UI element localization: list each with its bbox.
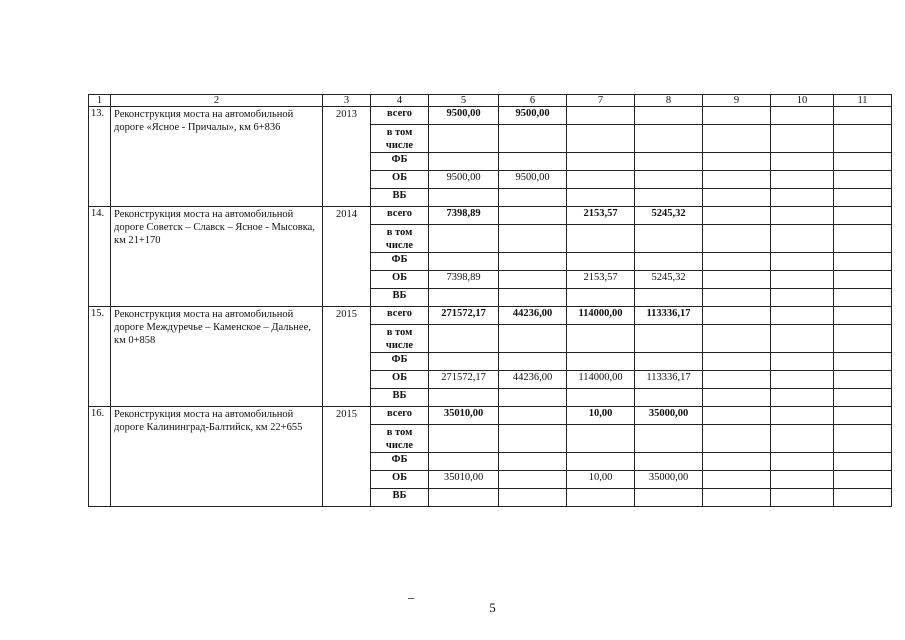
project-name: Реконструкция моста на автомобильной дороге Советск – Славск – Ясное - Мысовка, км 21+170: [111, 207, 323, 307]
value-cell-col-8: 113336,17: [635, 307, 703, 325]
project-year: 2013: [323, 107, 371, 207]
value-cell-col-5: [429, 153, 499, 171]
project-name: Реконструкция моста на автомобильной дороге Междуречье – Каменское – Дальнее, км 0+858: [111, 307, 323, 407]
value-cell-col-11: [834, 189, 892, 207]
value-cell-col-5: 271572,17: [429, 307, 499, 325]
column-header-9: 9: [703, 95, 771, 107]
value-cell-col-10: [771, 489, 834, 507]
value-cell-col-7: [567, 253, 635, 271]
funding-label: ВБ: [371, 189, 429, 207]
value-cell-col-6: 9500,00: [499, 171, 567, 189]
value-cell-col-6: [499, 253, 567, 271]
value-cell-col-8: 35000,00: [635, 407, 703, 425]
value-cell-col-8: [635, 189, 703, 207]
value-cell-col-5: [429, 389, 499, 407]
value-cell-col-8: 5245,32: [635, 271, 703, 289]
value-cell-col-5: 7398,89: [429, 271, 499, 289]
value-cell-col-10: [771, 171, 834, 189]
value-cell-col-11: [834, 253, 892, 271]
value-cell-col-9: [703, 289, 771, 307]
value-cell-col-8: [635, 107, 703, 125]
value-cell-col-10: [771, 289, 834, 307]
value-cell-col-10: [771, 389, 834, 407]
value-cell-col-6: 44236,00: [499, 371, 567, 389]
funding-label: в том числе: [371, 325, 429, 353]
value-cell-col-5: 35010,00: [429, 407, 499, 425]
value-cell-col-6: [499, 471, 567, 489]
value-cell-col-7: 2153,57: [567, 207, 635, 225]
column-header-3: 3: [323, 95, 371, 107]
value-cell-col-5: [429, 253, 499, 271]
value-cell-col-6: [499, 407, 567, 425]
value-cell-col-10: [771, 225, 834, 253]
value-cell-col-6: [499, 153, 567, 171]
value-cell-col-10: [771, 371, 834, 389]
value-cell-col-9: [703, 125, 771, 153]
value-cell-col-10: [771, 153, 834, 171]
value-cell-col-11: [834, 453, 892, 471]
value-cell-col-5: [429, 353, 499, 371]
value-cell-col-9: [703, 353, 771, 371]
value-cell-col-9: [703, 471, 771, 489]
value-cell-col-8: 5245,32: [635, 207, 703, 225]
funding-label: ФБ: [371, 253, 429, 271]
value-cell-col-5: [429, 289, 499, 307]
value-cell-col-7: [567, 225, 635, 253]
funding-label: ОБ: [371, 171, 429, 189]
value-cell-col-11: [834, 271, 892, 289]
value-cell-col-8: [635, 289, 703, 307]
funding-label: всего: [371, 407, 429, 425]
value-cell-col-6: [499, 425, 567, 453]
value-cell-col-11: [834, 125, 892, 153]
value-cell-col-11: [834, 325, 892, 353]
value-cell-col-11: [834, 425, 892, 453]
value-cell-col-9: [703, 307, 771, 325]
value-cell-col-11: [834, 225, 892, 253]
column-number-header-row: [89, 95, 892, 107]
value-cell-col-9: [703, 153, 771, 171]
value-cell-col-6: [499, 389, 567, 407]
value-cell-col-11: [834, 371, 892, 389]
value-cell-col-6: [499, 207, 567, 225]
value-cell-col-9: [703, 207, 771, 225]
value-cell-col-6: 44236,00: [499, 307, 567, 325]
value-cell-col-9: [703, 189, 771, 207]
value-cell-col-8: 113336,17: [635, 371, 703, 389]
funding-label: ОБ: [371, 371, 429, 389]
value-cell-col-6: [499, 325, 567, 353]
value-cell-col-5: [429, 489, 499, 507]
column-header-6: 6: [499, 95, 567, 107]
value-cell-col-9: [703, 225, 771, 253]
value-cell-col-8: 35000,00: [635, 471, 703, 489]
value-cell-col-9: [703, 407, 771, 425]
value-cell-col-7: 2153,57: [567, 271, 635, 289]
funding-label: ФБ: [371, 153, 429, 171]
value-cell-col-8: [635, 425, 703, 453]
value-cell-col-9: [703, 389, 771, 407]
value-cell-col-7: [567, 325, 635, 353]
value-cell-col-10: [771, 107, 834, 125]
value-cell-col-6: [499, 225, 567, 253]
value-cell-col-10: [771, 325, 834, 353]
value-cell-col-5: [429, 325, 499, 353]
table-row: [89, 207, 892, 225]
value-cell-col-7: [567, 153, 635, 171]
column-header-5: 5: [429, 95, 499, 107]
value-cell-col-11: [834, 207, 892, 225]
value-cell-col-5: 9500,00: [429, 171, 499, 189]
project-year: 2015: [323, 307, 371, 407]
value-cell-col-8: [635, 153, 703, 171]
value-cell-col-5: [429, 189, 499, 207]
value-cell-col-7: 114000,00: [567, 371, 635, 389]
value-cell-col-9: [703, 271, 771, 289]
value-cell-col-11: [834, 107, 892, 125]
value-cell-col-11: [834, 353, 892, 371]
project-year: 2015: [323, 407, 371, 507]
table-row: [89, 407, 892, 425]
row-number: 14.: [89, 207, 111, 307]
value-cell-col-7: [567, 171, 635, 189]
value-cell-col-10: [771, 189, 834, 207]
funding-label: всего: [371, 107, 429, 125]
value-cell-col-6: [499, 271, 567, 289]
value-cell-col-8: [635, 453, 703, 471]
value-cell-col-10: [771, 271, 834, 289]
column-header-8: 8: [635, 95, 703, 107]
value-cell-col-10: [771, 425, 834, 453]
value-cell-col-5: 35010,00: [429, 471, 499, 489]
column-header-11: 11: [834, 95, 892, 107]
value-cell-col-11: [834, 171, 892, 189]
value-cell-col-9: [703, 253, 771, 271]
value-cell-col-10: [771, 207, 834, 225]
value-cell-col-7: [567, 189, 635, 207]
funding-label: в том числе: [371, 225, 429, 253]
project-name: Реконструкция моста на автомобильной дороге Калининград-Балтийск, км 22+655: [111, 407, 323, 507]
value-cell-col-10: [771, 353, 834, 371]
page-mark: [408, 598, 414, 599]
value-cell-col-10: [771, 471, 834, 489]
value-cell-col-7: 10,00: [567, 407, 635, 425]
value-cell-col-9: [703, 489, 771, 507]
value-cell-col-5: [429, 125, 499, 153]
funding-label: ОБ: [371, 471, 429, 489]
value-cell-col-6: [499, 125, 567, 153]
value-cell-col-6: [499, 353, 567, 371]
column-header-2: 2: [111, 95, 323, 107]
value-cell-col-9: [703, 171, 771, 189]
value-cell-col-8: [635, 325, 703, 353]
value-cell-col-9: [703, 371, 771, 389]
value-cell-col-7: 10,00: [567, 471, 635, 489]
value-cell-col-7: [567, 489, 635, 507]
column-header-4: 4: [371, 95, 429, 107]
value-cell-col-7: 114000,00: [567, 307, 635, 325]
funding-label: ВБ: [371, 489, 429, 507]
value-cell-col-6: [499, 289, 567, 307]
row-number: 15.: [89, 307, 111, 407]
funding-label: ВБ: [371, 289, 429, 307]
value-cell-col-11: [834, 307, 892, 325]
page-number: 5: [489, 600, 496, 615]
budget-table: [88, 94, 892, 507]
value-cell-col-10: [771, 453, 834, 471]
value-cell-col-9: [703, 107, 771, 125]
column-header-1: 1: [89, 95, 111, 107]
table-row: [89, 107, 892, 125]
value-cell-col-10: [771, 253, 834, 271]
funding-label: в том числе: [371, 125, 429, 153]
value-cell-col-11: [834, 471, 892, 489]
funding-label: в том числе: [371, 425, 429, 453]
value-cell-col-6: [499, 189, 567, 207]
value-cell-col-7: [567, 353, 635, 371]
value-cell-col-8: [635, 225, 703, 253]
value-cell-col-5: [429, 225, 499, 253]
value-cell-col-11: [834, 489, 892, 507]
value-cell-col-7: [567, 425, 635, 453]
table-body: [89, 95, 892, 507]
value-cell-col-7: [567, 389, 635, 407]
value-cell-col-6: 9500,00: [499, 107, 567, 125]
value-cell-col-5: [429, 425, 499, 453]
funding-label: ВБ: [371, 389, 429, 407]
value-cell-col-6: [499, 453, 567, 471]
column-header-7: 7: [567, 95, 635, 107]
value-cell-col-5: 271572,17: [429, 371, 499, 389]
table-row: [89, 307, 892, 325]
project-year: 2014: [323, 207, 371, 307]
value-cell-col-8: [635, 125, 703, 153]
project-name: Реконструкция моста на автомобильной дороге «Ясное - Причалы», км 6+836: [111, 107, 323, 207]
value-cell-col-11: [834, 389, 892, 407]
value-cell-col-7: [567, 107, 635, 125]
value-cell-col-9: [703, 325, 771, 353]
column-header-10: 10: [771, 95, 834, 107]
funding-label: всего: [371, 307, 429, 325]
value-cell-col-7: [567, 453, 635, 471]
value-cell-col-11: [834, 153, 892, 171]
value-cell-col-5: [429, 453, 499, 471]
value-cell-col-6: [499, 489, 567, 507]
value-cell-col-7: [567, 125, 635, 153]
funding-label: ФБ: [371, 353, 429, 371]
value-cell-col-8: [635, 253, 703, 271]
value-cell-col-5: 9500,00: [429, 107, 499, 125]
row-number: 13.: [89, 107, 111, 207]
funding-label: ФБ: [371, 453, 429, 471]
value-cell-col-10: [771, 407, 834, 425]
row-number: 16.: [89, 407, 111, 507]
value-cell-col-5: 7398,89: [429, 207, 499, 225]
value-cell-col-11: [834, 407, 892, 425]
value-cell-col-8: [635, 489, 703, 507]
value-cell-col-9: [703, 453, 771, 471]
value-cell-col-8: [635, 353, 703, 371]
value-cell-col-10: [771, 125, 834, 153]
funding-label: всего: [371, 207, 429, 225]
value-cell-col-11: [834, 289, 892, 307]
value-cell-col-9: [703, 425, 771, 453]
value-cell-col-8: [635, 171, 703, 189]
value-cell-col-7: [567, 289, 635, 307]
value-cell-col-10: [771, 307, 834, 325]
value-cell-col-8: [635, 389, 703, 407]
funding-label: ОБ: [371, 271, 429, 289]
